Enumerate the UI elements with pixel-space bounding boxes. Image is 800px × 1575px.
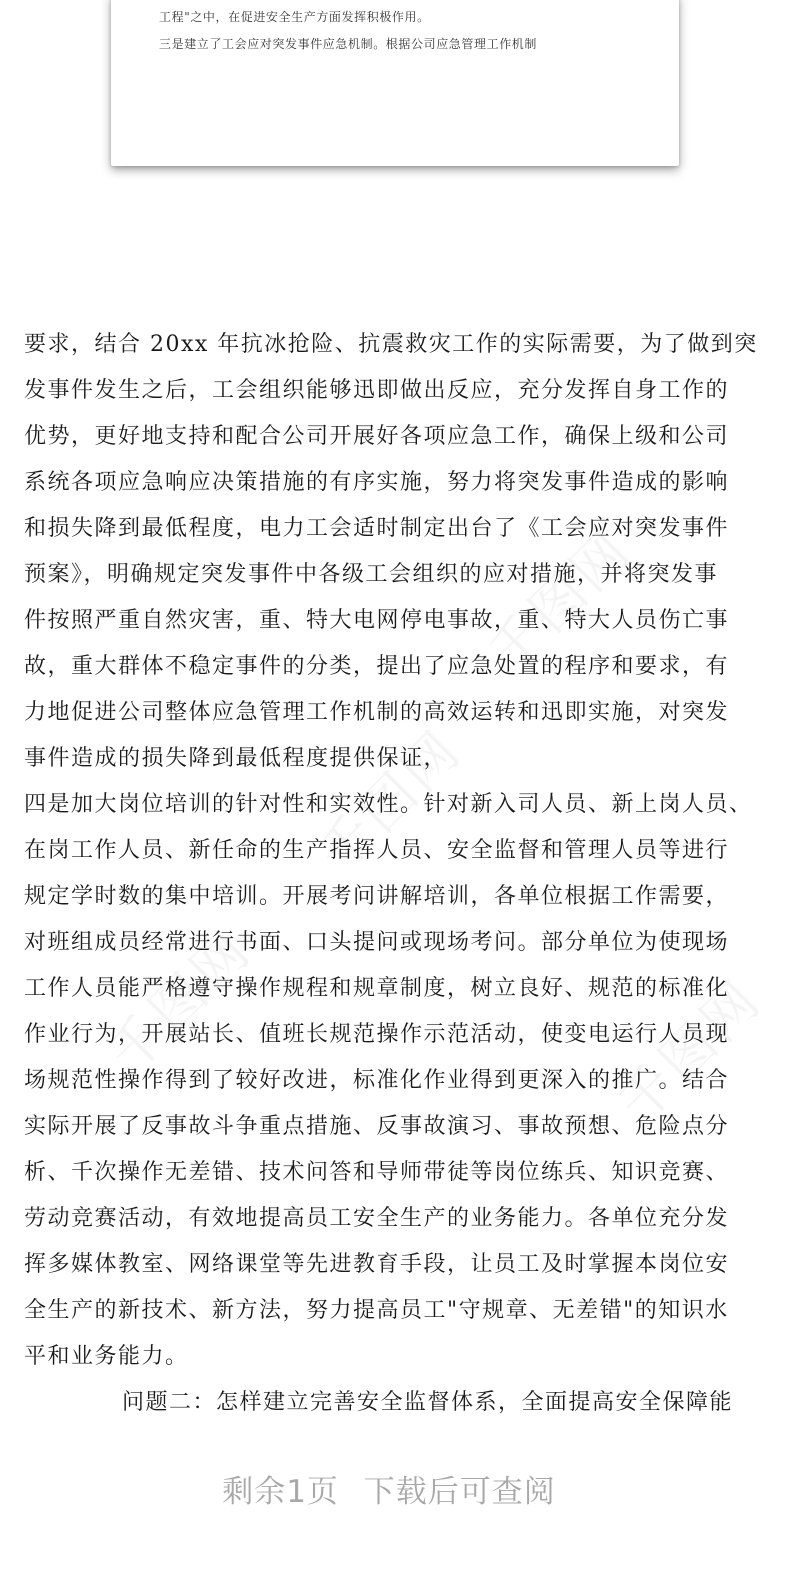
- doc-line: 四是加大岗位培训的针对性和实效性。针对新入司人员、新上岗人员、: [24, 792, 753, 817]
- preview-line: 三是建立了工会应对突发事件应急机制。根据公司应急管理工作机制: [159, 37, 538, 51]
- document-body: [24, 325, 794, 1429]
- download-hint-label: 下载后可查阅: [363, 1474, 556, 1510]
- doc-line: 和损失降到最低程度，电力工会适时制定出台了《工会应对突发事件: [24, 516, 730, 541]
- doc-line: 件按照严重自然灾害，重、特大电网停电事故，重、特大人员伤亡事: [24, 608, 730, 633]
- doc-line: 系统各项应急响应决策措施的有序实施，努力将突发事件造成的影响: [24, 470, 730, 495]
- preview-page-card: [111, 0, 679, 166]
- doc-line: 工作人员能严格遵守操作规程和规章制度，树立良好、规范的标准化: [24, 976, 730, 1001]
- doc-line: 实际开展了反事故斗争重点措施、反事故演习、事故预想、危险点分: [24, 1114, 730, 1139]
- doc-line: 预案》，明确规定突发事件中各级工会组织的应对措施，并将突发事: [24, 562, 719, 587]
- doc-line: 劳动竞赛活动，有效地提高员工安全生产的业务能力。各单位充分发: [24, 1206, 730, 1231]
- doc-line: 挥多媒体教室、网络课堂等先进教育手段，让员工及时掌握本岗位安: [24, 1252, 730, 1277]
- doc-line: 故，重大群体不稳定事件的分类，提出了应急处置的程序和要求，有: [24, 654, 730, 679]
- doc-line: 对班组成员经常进行书面、口头提问或现场考问。部分单位为使现场: [24, 930, 730, 955]
- download-prompt[interactable]: [0, 1466, 778, 1511]
- doc-line: 要求，结合 20xx 年抗冰抢险、抗震救灾工作的实际需要，为了做到突: [24, 332, 758, 357]
- doc-line: 规定学时数的集中培训。开展考问讲解培训，各单位根据工作需要，: [24, 884, 730, 909]
- doc-line: 发事件发生之后，工会组织能够迅即做出反应，充分发挥自身工作的: [24, 378, 730, 403]
- doc-line: 析、千次操作无差错、技术问答和导师带徒等岗位练兵、知识竞赛、: [24, 1160, 730, 1185]
- doc-line: 平和业务能力。: [24, 1344, 189, 1369]
- doc-line: 在岗工作人员、新任命的生产指挥人员、安全监督和管理人员等进行: [24, 838, 730, 863]
- doc-line: 优势，更好地支持和配合公司开展好各项应急工作，确保上级和公司: [24, 424, 730, 449]
- doc-line: 全生产的新技术、新方法，努力提高员工"守规章、无差错"的知识水: [24, 1298, 729, 1323]
- doc-line: 事件造成的损失降到最低程度提供保证，: [24, 746, 448, 771]
- doc-line: 场规范性操作得到了较好改进，标准化作业得到更深入的推广。结合: [24, 1068, 730, 1093]
- section-heading: 问题二：怎样建立完善安全监督体系，全面提高安全保障能: [122, 1390, 734, 1415]
- doc-line: 作业行为，开展站长、值班长规范操作示范活动，使变电运行人员现: [24, 1022, 730, 1047]
- preview-line: 工程"之中，在促进安全生产方面发挥积极作用。: [159, 10, 430, 24]
- remaining-pages-label: 剩余1页: [222, 1474, 339, 1510]
- doc-line: 力地促进公司整体应急管理工作机制的高效运转和迅即实施，对突发: [24, 700, 730, 725]
